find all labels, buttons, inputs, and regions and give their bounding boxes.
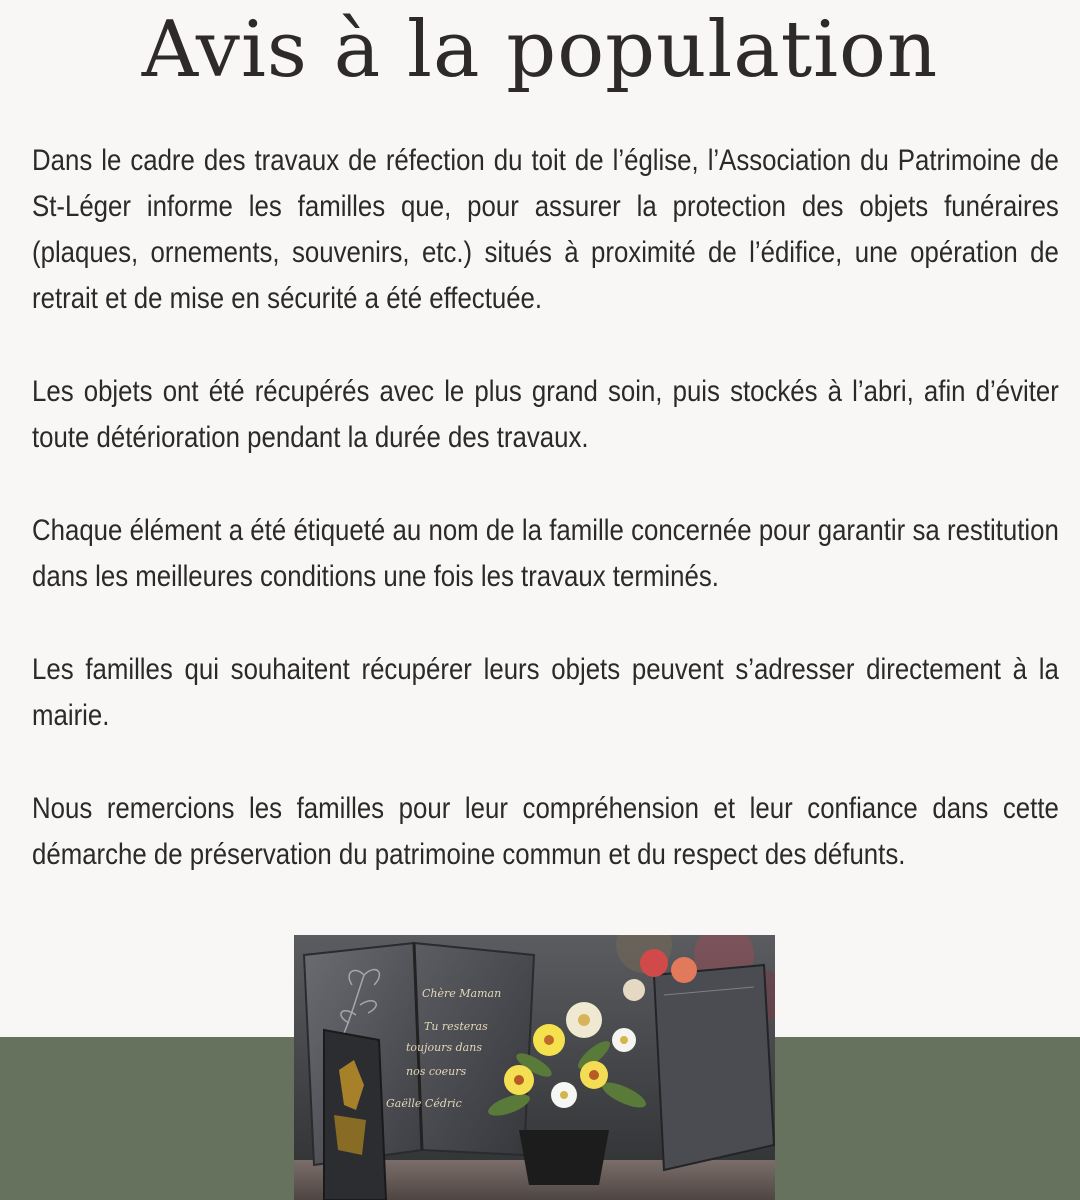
paragraph-5: Nous remercions les familles pour leur compréhension et leur confiance dans cette démarche de préservation du patrimoine commun et du respect des défunts. <box>32 792 1059 871</box>
plaque-line-4: nos coeurs <box>406 1065 467 1078</box>
memorial-plaque-photo <box>294 935 775 1200</box>
plaque-line-1: Chère Maman <box>422 987 502 1000</box>
paragraph-4: Les familles qui souhaitent récupérer leurs objets peuvent s’adresser directement à la mairie. <box>32 653 1059 732</box>
plaque-line-2: Tu resteras <box>424 1020 488 1033</box>
paragraph-1: Dans le cadre des travaux de réfection du toit de l’église, l’Association du Patrimoine de St-Léger informe les familles que, pour assurer la protection des objets funéraires (plaques, ornements, souvenirs, etc.) situés à proximité de l’édifice, une opération de retrait et de mise en sécurité a été effectuée. <box>32 144 1059 315</box>
paragraph-2: Les objets ont été récupérés avec le plus grand soin, puis stockés à l’abri, afin d’éviter toute détérioration pendant la durée des travaux. <box>32 375 1059 454</box>
notice-body <box>32 138 1059 925</box>
paragraph-3: Chaque élément a été étiqueté au nom de la famille concernée pour garantir sa restitution dans les meilleures conditions une fois les travaux terminés. <box>32 514 1059 593</box>
plaque-line-5: Gaëlle Cédric <box>386 1097 462 1110</box>
plaque-line-3: toujours dans <box>406 1041 482 1054</box>
page-title: Avis à la population <box>141 5 939 95</box>
